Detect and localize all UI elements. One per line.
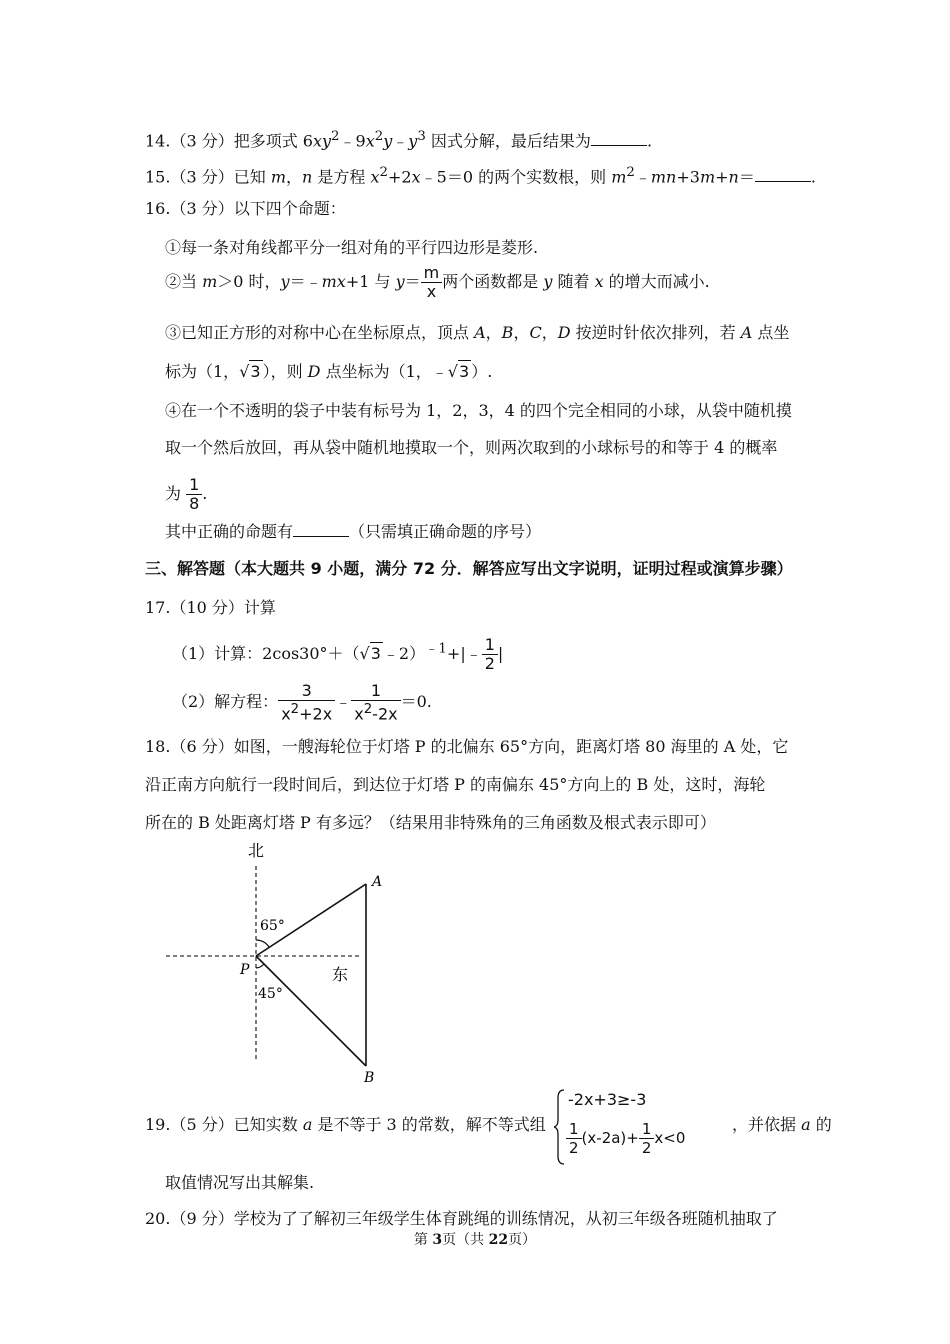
lighthouse-figure — [160, 836, 400, 1086]
answer-blank[interactable] — [755, 167, 811, 182]
fraction-1-over: $\frac{1}{x^2-2x}$ — [351, 682, 400, 723]
angle-arc-45 — [256, 964, 264, 968]
fraction-one-half: $\frac{1}{2}$ — [482, 636, 498, 673]
angle-arc-65 — [256, 940, 269, 947]
q16-proposition-4b: 取一个然后放回，再从袋中随机地摸取一个，则两次取到的小球标号的和等于 4 的概率 — [165, 438, 778, 457]
q17-lead: 17.（10 分）计算 — [145, 598, 276, 617]
q20-line-1: 20.（9 分）学校为了了解初三年级学生体育跳绳的训练情况，从初三年级各班随机抽取了 — [145, 1209, 778, 1228]
q18-line-1: 18.（6 分）如图，一艘海轮位于灯塔 P 的北偏东 65°方向，距离灯塔 80 海里的 A 处，它 — [145, 737, 789, 756]
page-footer: 第 3页（共 22页） — [413, 1232, 537, 1248]
fraction-3-over: $\frac{3}{x^2+2x}$ — [278, 682, 335, 723]
q16-proposition-4a: ④在一个不透明的袋子中装有标号为 1，2，3，4 的四个完全相同的小球，从袋中随机摸 — [165, 401, 792, 420]
q18-line-2: 沿正南方向航行一段时间后，到达位于灯塔 P 的南偏东 45°方向上的 B 处，这时，海轮 — [145, 775, 766, 794]
q19-line-1: 19.（5 分）已知实数 a 是不等于 3 的常数，解不等式组 — [145, 1115, 546, 1134]
q19-line-2: 取值情况写出其解集. — [165, 1173, 315, 1192]
q17-part-2: （2）解方程： $\frac{3}{x^2+2x}$ ﹣ $\frac{1}{x^2-2x}$ ＝0. — [172, 681, 432, 724]
q16-lead: 16.（3 分）以下四个命题： — [145, 199, 346, 218]
q16-proposition-2: ②当 m＞0 时，y＝﹣mx+1 与 y＝ $\frac{m}{x}$ 两个函数都是 y 随着 x 的增大而减小. — [165, 263, 710, 301]
north-label: 北 — [248, 841, 265, 860]
q16-proposition-3b: 标为（1，√3 ），则 D 点坐标为（1，﹣√3 ）. — [165, 362, 493, 381]
fraction-m-over-x: $\frac{m}{x}$ — [421, 264, 443, 301]
q16-answer-line: 其中正确的命题有 （只需填正确命题的序号） — [165, 522, 542, 541]
left-brace — [554, 1088, 566, 1166]
point-B-label: B — [364, 1070, 375, 1086]
q18-line-3: 所在的 B 处距离灯塔 P 有多远？（结果用非特殊角的三角函数及根式表示即可） — [145, 813, 716, 832]
fraction-one-eighth: $\frac{1}{8}$ — [186, 476, 202, 513]
q14-line: 14.（3 分）把多项式 $6xy^2﹣9x^2y﹣y^3$ 因式分解，最后结果为 . — [145, 129, 653, 151]
section-3-heading: 三、解答题（本大题共 9 小题，满分 72 分．解答应写出文字说明，证明过程或演算步骤） — [145, 559, 793, 578]
answer-blank[interactable] — [293, 522, 349, 537]
q15-line: 15.（3 分）已知 m，n 是方程 $x^2+2x﹣5=0$ 的两个实数根，则 $m^2﹣mn+3m+n=$ . — [145, 165, 816, 187]
inequality-2: $\frac{1}{2}$ (x-2a)+ $\frac{1}{2}$ x<0 — [566, 1120, 685, 1157]
answer-blank[interactable] — [591, 131, 647, 146]
q16-proposition-1: ①每一条对角线都平分一组对角的平行四边形是菱形. — [165, 238, 539, 257]
angle-65-label: 65° — [260, 918, 285, 934]
inequality-system — [558, 1088, 728, 1166]
angle-45-label: 45° — [258, 986, 283, 1002]
point-A-label: A — [372, 874, 383, 890]
segment-PB — [256, 956, 366, 1066]
q17-part-1: （1）计算：2cos30°＋（√3 ﹣2）$^{﹣1}$+|﹣ $\frac{1}{2}$ | — [172, 635, 504, 673]
q16-proposition-3a: ③已知正方形的对称中心在坐标原点，顶点 A，B，C，D 按逆时针依次排列，若 A 点坐 — [165, 323, 790, 342]
point-P-label: P — [240, 962, 250, 978]
inequality-1: -2x+3≥-3 — [568, 1090, 647, 1109]
q16-proposition-4c: 为 $\frac{1}{8}$ . — [165, 475, 208, 513]
q19-line-1-tail: ，并依据 a 的 — [732, 1115, 832, 1134]
east-label: 东 — [332, 965, 349, 984]
